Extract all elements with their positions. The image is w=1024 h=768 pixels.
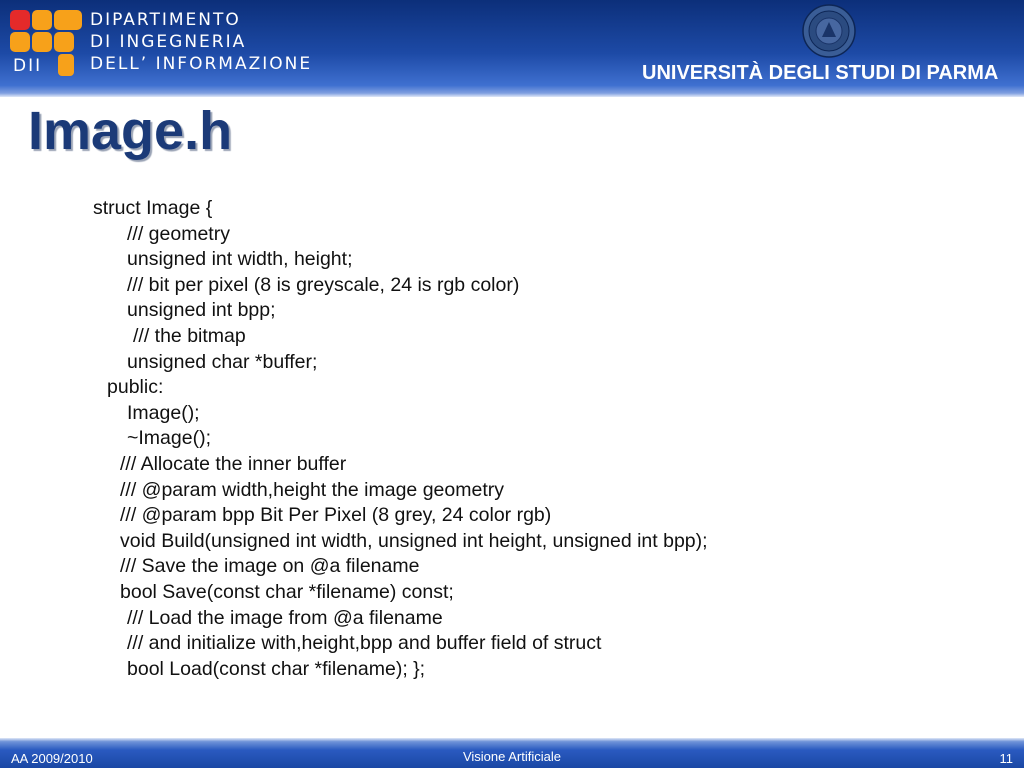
code-line: unsigned char *buffer; — [127, 350, 318, 373]
code-line: /// geometry — [127, 222, 230, 245]
page-number: 11 — [999, 751, 1013, 766]
slide-title: Image.h — [28, 101, 233, 161]
slide-header — [0, 0, 1024, 97]
department-line-3: DELL’ INFORMAZIONE — [90, 54, 313, 74]
code-line: /// Save the image on @a filename — [120, 555, 420, 578]
code-line: /// @param bpp Bit Per Pixel (8 grey, 24 color rgb) — [120, 504, 552, 527]
code-line: ~Image(); — [127, 427, 211, 450]
code-line: public: — [107, 376, 164, 399]
code-line: unsigned int bpp; — [127, 299, 276, 322]
code-line: bool Load(const char *filename); }; — [127, 657, 426, 680]
department-line-2: DI INGEGNERIA — [90, 32, 247, 52]
code-line: /// @param width,height the image geometry — [120, 478, 504, 501]
slide-footer — [0, 738, 1024, 768]
code-line: /// Allocate the inner buffer — [120, 453, 347, 475]
code-line: Image(); — [127, 401, 200, 424]
university-seal-icon — [802, 4, 856, 58]
department-line-1: DIPARTIMENTO — [90, 10, 241, 30]
course-name: Visione Artificiale — [462, 749, 562, 764]
code-line: /// Load the image from @a filename — [127, 606, 443, 629]
academic-year: AA 2009/2010 — [11, 751, 93, 766]
code-line: /// bit per pixel (8 is greyscale, 24 is rgb color) — [127, 273, 520, 296]
code-line: bool Save(const char *filename) const; — [120, 581, 454, 603]
department-name — [90, 9, 312, 75]
logo-text: DII — [13, 56, 43, 76]
code-line: void Build(unsigned int width, unsigned int height, unsigned int bpp); — [120, 529, 708, 552]
university-name: UNIVERSITÀ DEGLI STUDI DI PARMA — [642, 62, 999, 84]
code-line: unsigned int width, height; — [127, 248, 353, 271]
code-line: /// the bitmap — [133, 325, 246, 347]
code-line: struct Image { — [93, 197, 213, 219]
code-line: /// and initialize with,height,bpp and buffer field of struct — [127, 632, 602, 655]
